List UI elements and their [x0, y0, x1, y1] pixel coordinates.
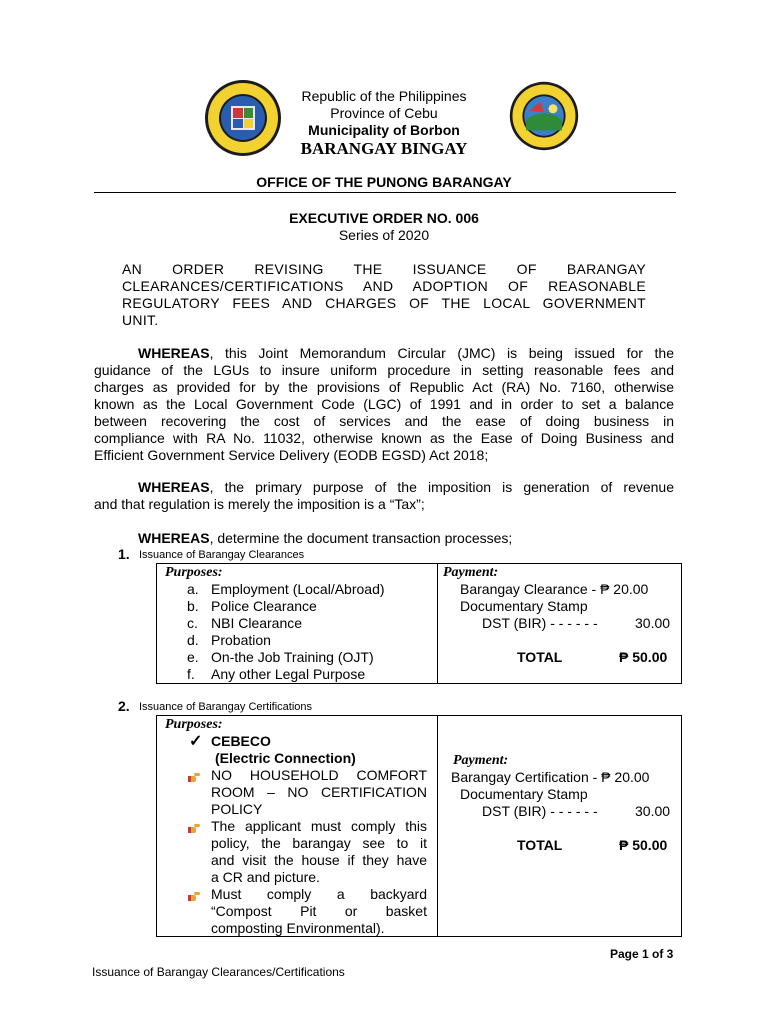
bullet-line: POLICY [211, 801, 263, 817]
purpose-text: Employment (Local/Abroad) [211, 581, 385, 597]
section-2-number: 2. [118, 698, 130, 714]
purposes-label: Purposes: [165, 565, 223, 580]
purpose-item [187, 649, 374, 666]
total-value: ₱ 50.00 [619, 837, 668, 853]
section-1-number: 1. [118, 546, 130, 562]
stamp-line: Documentary Stamp [460, 786, 588, 802]
title-line: CLEARANCES/CERTIFICATIONS AND ADOPTION OF REASONABLE [122, 278, 646, 294]
title-line: UNIT. [122, 312, 159, 328]
whereas-text: guidance of the LGUs to insure uniform procedure in setting reasonable fees and [94, 362, 674, 378]
order-number: EXECUTIVE ORDER NO. 006 [289, 210, 479, 226]
table-divider [437, 564, 438, 683]
dst-value: 30.00 [635, 803, 671, 819]
purposes-label: Purposes: [165, 717, 223, 732]
purpose-letter: d. [187, 632, 199, 648]
bullet-line: and visit the house if they have [211, 852, 427, 868]
payment-label: Payment: [443, 565, 499, 580]
section-1-heading: Issuance of Barangay Clearances [139, 549, 305, 561]
purpose-item [187, 632, 271, 649]
total-label: TOTAL [517, 649, 563, 665]
payment-label: Payment: [453, 753, 509, 768]
purpose-text: Probation [211, 632, 271, 648]
order-title [122, 261, 646, 329]
section-2-heading: Issuance of Barangay Certifications [139, 701, 313, 713]
clearance-table [156, 563, 682, 684]
bullet-item [211, 767, 427, 818]
whereas-text: Efficient Government Service Delivery (EODB EGSD) Act 2018; [94, 447, 489, 463]
bullet-line: a CR and picture. [211, 869, 320, 885]
whereas-lead: WHEREAS [138, 530, 210, 546]
purpose-letter: b. [187, 598, 199, 614]
total-value: ₱ 50.00 [619, 649, 668, 665]
bullet-line: “Compost Pit or basket [211, 903, 427, 919]
pointing-hand-icon [187, 770, 201, 784]
stamp-line: Documentary Stamp [460, 598, 588, 614]
title-line: REGULATORY FEES AND CHARGES OF THE LOCAL GOVERNMENT [122, 295, 646, 311]
whereas-text: known as the Local Government Code (LGC) of 1991 and in order to set a balance [94, 396, 674, 412]
total-label: TOTAL [517, 837, 563, 853]
bullet-line: policy, the barangay see to it [211, 835, 427, 851]
purpose-text: Any other Legal Purpose [211, 666, 366, 682]
header-rule [94, 192, 676, 193]
whereas-clause-2 [94, 479, 674, 513]
whereas-clause-1 [94, 345, 674, 464]
whereas-clause-3 [138, 530, 512, 547]
whereas-text: charges as provided for by the provisions of Republic Act (RA) No. 7160, otherwise [94, 379, 674, 395]
bullet-line: ROOM – NO CERTIFICATION [211, 784, 427, 800]
province-line: Province of Cebu [330, 105, 438, 121]
office-title: OFFICE OF THE PUNONG BARANGAY [256, 174, 512, 190]
republic-line: Republic of the Philippines [301, 88, 467, 104]
municipality-line: Municipality of Borbon [308, 122, 460, 138]
purpose-item [187, 598, 317, 615]
order-series: Series of 2020 [338, 227, 430, 243]
purpose-text: On-the Job Training (OJT) [211, 649, 374, 665]
whereas-text: compliance with RA No. 11032, otherwise known as the Ease of Doing Business and [94, 430, 674, 446]
running-title: Issuance of Barangay Clearances/Certifications [92, 965, 345, 979]
table-divider [437, 716, 438, 936]
item-title: CEBECO [211, 733, 271, 749]
purpose-text: NBI Clearance [211, 615, 303, 631]
whereas-text: , this Joint Memorandum Circular (JMC) is being issued for the [209, 345, 674, 361]
bullet-line: Must comply a backyard [211, 886, 427, 902]
purpose-item [187, 666, 366, 683]
page-number: Page 1 of 3 [610, 947, 674, 961]
whereas-text: and that regulation is merely the imposition is a “Tax”; [94, 496, 425, 512]
title-line: AN ORDER REVISING THE ISSUANCE OF BARANGAY [122, 261, 646, 277]
bullet-line: composting Environmental). [211, 920, 385, 936]
purpose-letter: a. [187, 581, 199, 597]
fee-line: Barangay Clearance - ₱ 20.00 [460, 581, 649, 597]
pointing-hand-icon [187, 889, 201, 903]
whereas-lead: WHEREAS [138, 345, 210, 361]
purpose-letter: f. [187, 666, 195, 682]
bullet-item [211, 886, 427, 937]
pointing-hand-icon [187, 821, 201, 835]
bullet-line: The applicant must comply this [211, 818, 427, 834]
dst-value: 30.00 [635, 615, 671, 631]
certification-table [156, 715, 682, 937]
dst-label: DST (BIR) - - - - - - [482, 803, 598, 819]
item-subtitle: (Electric Connection) [215, 750, 356, 766]
purpose-item [187, 581, 385, 598]
purpose-letter: e. [187, 649, 199, 665]
check-icon: ✓ [189, 733, 203, 750]
fee-line: Barangay Certification - ₱ 20.00 [451, 769, 650, 785]
purpose-item [187, 615, 303, 632]
whereas-text: , the primary purpose of the imposition is generation of revenue [209, 479, 674, 495]
whereas-text: , determine the document transaction processes; [209, 530, 513, 546]
purpose-text: Police Clearance [211, 598, 317, 614]
bullet-line: NO HOUSEHOLD COMFORT [211, 767, 427, 783]
bullet-item [211, 818, 427, 886]
whereas-text: between recovering the cost of services and the ease of doing business in [94, 413, 674, 429]
whereas-lead: WHEREAS [138, 479, 210, 495]
dst-label: DST (BIR) - - - - - - [482, 615, 598, 631]
purpose-letter: c. [187, 615, 198, 631]
barangay-name: BARANGAY BINGAY [300, 139, 468, 158]
